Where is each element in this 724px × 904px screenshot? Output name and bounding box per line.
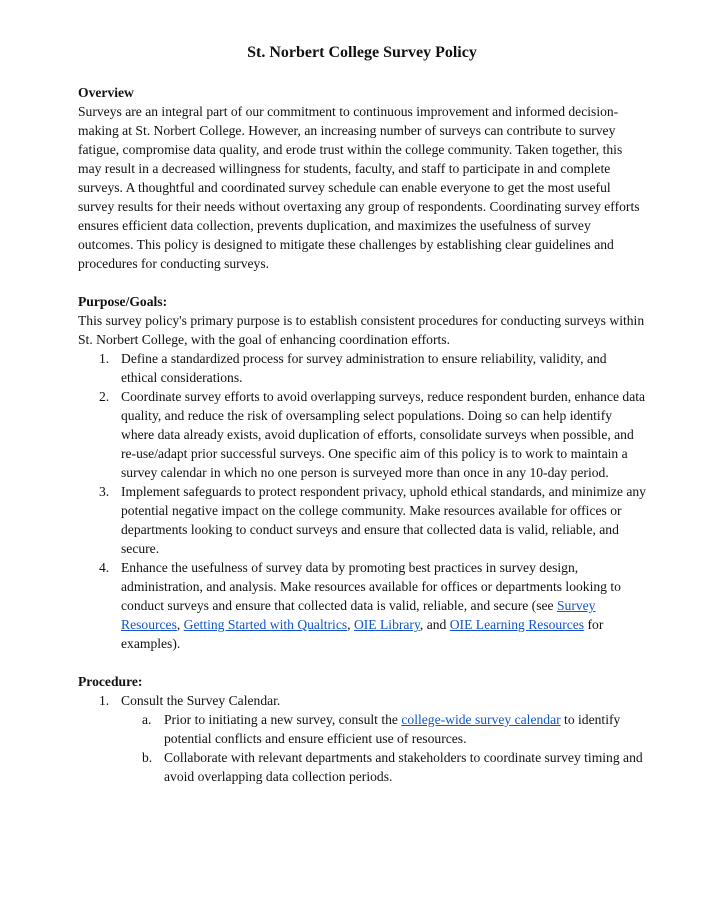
sub-list-letter: a. [142,712,152,727]
overview-heading: Overview [78,85,134,100]
sub-list-item-text: Collaborate with relevant departments and stakeholders to coordinate survey timing and avoid overlapping data collection periods. [164,750,643,784]
list-item-text: Implement safeguards to protect respondent privacy, uphold ethical standards, and minimize any potential negative impact on the college community. Make resources available for offices or departments looking to conduct surveys and ensure that collected data is valid, reliable, and secure. [121,484,646,556]
purpose-heading: Purpose/Goals: [78,294,168,309]
list-item-text: Coordinate survey efforts to avoid overlapping surveys, reduce respondent burden, enhance data quality, and reduce the risk of oversampling select populations. Doing so can help identify where data already exists, avoid duplication of efforts, consolidate surveys when possible, and re-use/adapt prior successful surveys. One specific aim of this policy is to work to maintain a survey calendar in which no one person is surveyed more than once in any 10-day period. [121,389,646,480]
separator-text: , and [419,617,450,632]
procedure-sub-list [78,710,646,786]
list-item-text: Enhance the usefulness of survey data by promoting best practices in survey design, administration, and analysis. Make resources available for offices or departments looking to conduct surveys and ensure that collected data is valid, reliable, and secure (see [121,560,621,613]
oie-learning-resources-link[interactable]: OIE Learning Resources [449,617,585,632]
separator-text: , [347,617,354,632]
survey-resources-link[interactable]: Survey Resources [121,598,596,632]
list-item [78,482,646,558]
list-number: 1. [99,693,110,708]
list-item [78,558,646,653]
sub-list-item-text-end: to identify potential conflicts and ensure efficient use of resources. [164,712,621,746]
list-item-text: Define a standardized process for survey administration to ensure reliability, validity, and ethical considerations. [121,351,607,385]
sub-list-letter: b. [142,750,153,765]
procedure-heading: Procedure: [78,674,143,689]
overview-paragraph: Surveys are an integral part of our commitment to continuous improvement and informed decision-making at St. Norbert College. However, an increasing number of surveys can contribute to survey fatigue, compromise data quality, and erode trust within the college community. Taken together, this may result in a decreased willingness for students, faculty, and staff to participate in and complete surveys. A thoughtful and coordinated survey schedule can enable everyone to get the most useful survey results for their needs without overtaxing any group of respondents. Coordinating survey efforts ensures efficient data collection, prevents duplication, and maximizes the usefulness of survey outcomes. This policy is designed to mitigate these challenges by establishing clear guidelines and procedures for conducting surveys. [78,104,640,271]
procedure-list [78,691,646,710]
policy-document [78,0,646,786]
sub-list-item-text: Prior to initiating a new survey, consult the [164,712,402,727]
purpose-intro: This survey policy's primary purpose is to establish consistent procedures for conducting surveys within St. Norbert College, with the goal of enhancing coordination efforts. [78,313,645,347]
separator-text: , [176,617,184,632]
list-number: 2. [99,389,110,404]
list-item [78,387,646,482]
sub-list-item [78,748,646,786]
list-number: 4. [99,560,110,575]
survey-calendar-link[interactable]: college-wide survey calendar [401,712,561,727]
list-item-text: Consult the Survey Calendar. [121,693,281,708]
list-item [78,691,646,710]
list-number: 3. [99,484,110,499]
page-title: St. Norbert College Survey Policy [247,44,477,61]
list-item-text-end: for examples). [121,617,604,651]
sub-list-item [78,710,646,748]
purpose-list [78,349,646,653]
list-item [78,349,646,387]
list-number: 1. [99,351,110,366]
oie-library-link[interactable]: OIE Library [353,617,420,632]
getting-started-qualtrics-link[interactable]: Getting Started with Qualtrics [183,617,348,632]
